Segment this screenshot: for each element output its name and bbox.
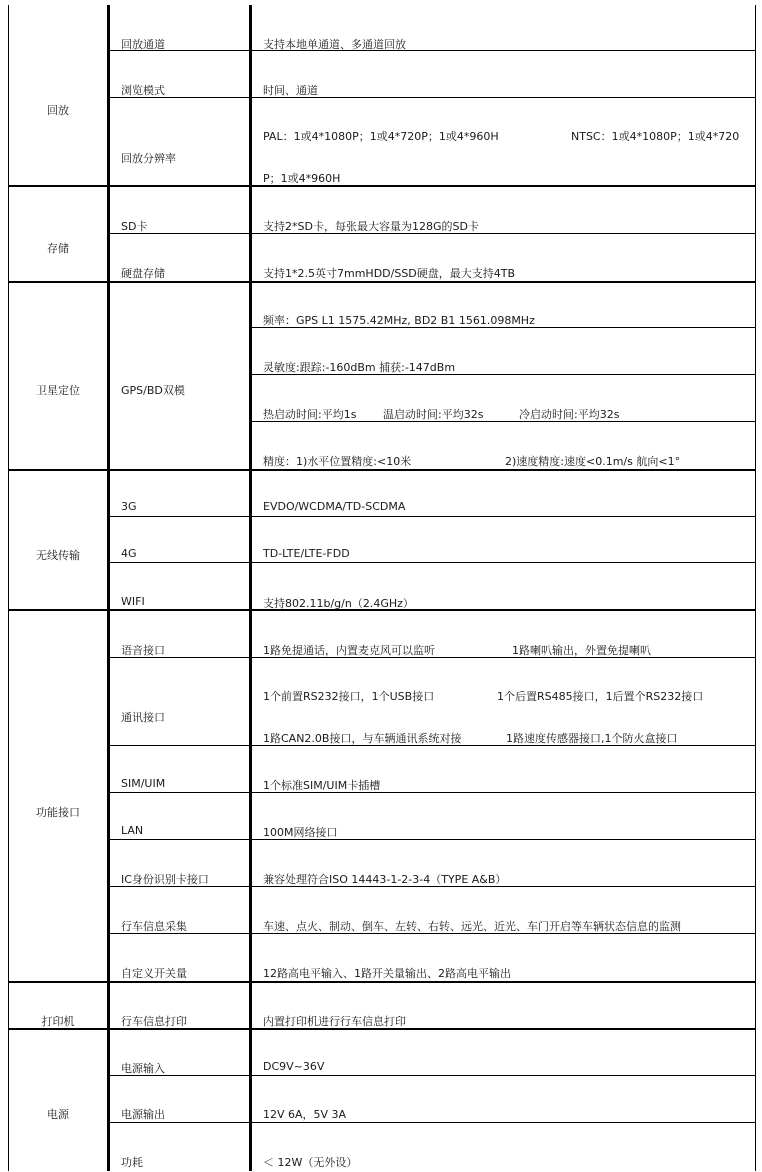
row-value: 1路CAN2.0B接口，与车辆通讯系统对接 xyxy=(263,732,462,745)
section-divider xyxy=(8,981,756,983)
row-value: TD-LTE/LTE-FDD xyxy=(263,547,350,560)
row-value: P；1或4*960H xyxy=(263,172,341,185)
category-playback: 回放 xyxy=(47,104,69,117)
row-label: SIM/UIM xyxy=(121,777,166,790)
row-value: 1个标准SIM/UIM卡插槽 xyxy=(263,779,381,792)
row-value: 兼容处理符合ISO 14443-1-2-3-4（TYPE A&B） xyxy=(263,873,507,886)
category-printer: 打印机 xyxy=(41,1015,75,1028)
row-value: 1个前置RS232接口，1个USB接口 xyxy=(263,690,435,703)
row-label: LAN xyxy=(121,824,144,837)
row-value: 支持802.11b/g/n（2.4GHz） xyxy=(263,597,414,610)
row-label: GPS/BD双模 xyxy=(121,384,185,397)
row-label: 硬盘存储 xyxy=(121,267,165,280)
row-value: 100M网络接口 xyxy=(263,826,338,839)
section-divider xyxy=(8,185,756,187)
category-storage: 存储 xyxy=(47,242,69,255)
row-label: 行车信息打印 xyxy=(121,1015,187,1028)
row-divider xyxy=(109,792,756,793)
category-power: 电源 xyxy=(47,1108,69,1121)
row-value: ＜ 12W（无外设） xyxy=(263,1156,358,1169)
row-divider xyxy=(109,1075,756,1076)
column-divider-2 xyxy=(249,5,252,1171)
row-value: 支持本地单通道、多通道回放 xyxy=(263,38,406,51)
row-label: 电源输入 xyxy=(121,1062,165,1075)
row-label: 自定义开关量 xyxy=(121,967,187,980)
section-divider xyxy=(8,281,756,283)
column-divider-1 xyxy=(107,5,110,1171)
row-value: 灵敏度:跟踪:-160dBm 捕获:-147dBm xyxy=(263,361,456,374)
row-label: 电源输出 xyxy=(121,1108,165,1121)
row-label: 语音接口 xyxy=(121,644,165,657)
row-value: 精度：1)水平位置精度:<10米 xyxy=(263,455,412,468)
row-label: 行车信息采集 xyxy=(121,920,187,933)
row-divider xyxy=(109,839,756,840)
row-label: IC身份识别卡接口 xyxy=(121,873,209,886)
row-label: SD卡 xyxy=(121,220,148,233)
table-right-border xyxy=(755,5,756,1171)
row-label: 4G xyxy=(121,547,137,560)
row-value: 车速、点火、制动、倒车、左转、右转、远光、近光、车门开启等车辆状态信息的监测 xyxy=(263,920,681,933)
table-left-border xyxy=(8,5,9,1171)
row-value: 1路速度传感器接口,1个防火盒接口 xyxy=(506,732,678,745)
row-value: 冷启动时间:平均32s xyxy=(519,408,620,421)
row-label: 功耗 xyxy=(121,1156,143,1169)
row-value: 温启动时间:平均32s xyxy=(383,408,484,421)
row-value: 时间、通道 xyxy=(263,84,318,97)
row-value: EVDO/WCDMA/TD-SCDMA xyxy=(263,500,406,513)
category-wireless: 无线传输 xyxy=(36,549,80,562)
category-interfaces: 功能接口 xyxy=(36,806,80,819)
row-value: 1路免提通话，内置麦克风可以监听 xyxy=(263,644,435,657)
row-value: 1路喇叭输出，外置免提喇叭 xyxy=(512,644,651,657)
row-value: 支持2*SD卡，每张最大容量为128G的SD卡 xyxy=(263,220,479,233)
row-divider xyxy=(109,1122,756,1123)
row-divider xyxy=(109,97,756,98)
row-value: 12路高电平输入、1路开关量输出、2路高电平输出 xyxy=(263,967,511,980)
row-label: 浏览模式 xyxy=(121,84,165,97)
section-divider xyxy=(8,469,756,471)
row-divider xyxy=(109,562,756,563)
row-label: WIFI xyxy=(121,595,145,608)
row-label: 3G xyxy=(121,500,137,513)
row-value: 热启动时间:平均1s xyxy=(263,408,357,421)
row-value: 1个后置RS485接口，1后置个RS232接口 xyxy=(497,690,704,703)
category-satellite: 卫星定位 xyxy=(36,384,80,397)
row-label: 回放分辨率 xyxy=(121,152,176,165)
row-value: 12V 6A，5V 3A xyxy=(263,1108,347,1121)
row-value: DC9V~36V xyxy=(263,1060,325,1073)
row-divider xyxy=(109,50,756,51)
row-value: NTSC：1或4*1080P；1或4*720 xyxy=(571,130,740,143)
row-value: 频率：GPS L1 1575.42MHz, BD2 B1 1561.098MHz xyxy=(263,314,535,327)
row-divider xyxy=(109,516,756,517)
row-value: 内置打印机进行行车信息打印 xyxy=(263,1015,406,1028)
row-label: 通讯接口 xyxy=(121,711,165,724)
row-value: PAL：1或4*1080P；1或4*720P；1或4*960H xyxy=(263,130,499,143)
row-label: 回放通道 xyxy=(121,38,165,51)
row-value: 支持1*2.5英寸7mmHDD/SSD硬盘，最大支持4TB xyxy=(263,267,516,280)
row-value: 2)速度精度:速度<0.1m/s 航向<1° xyxy=(505,455,681,468)
